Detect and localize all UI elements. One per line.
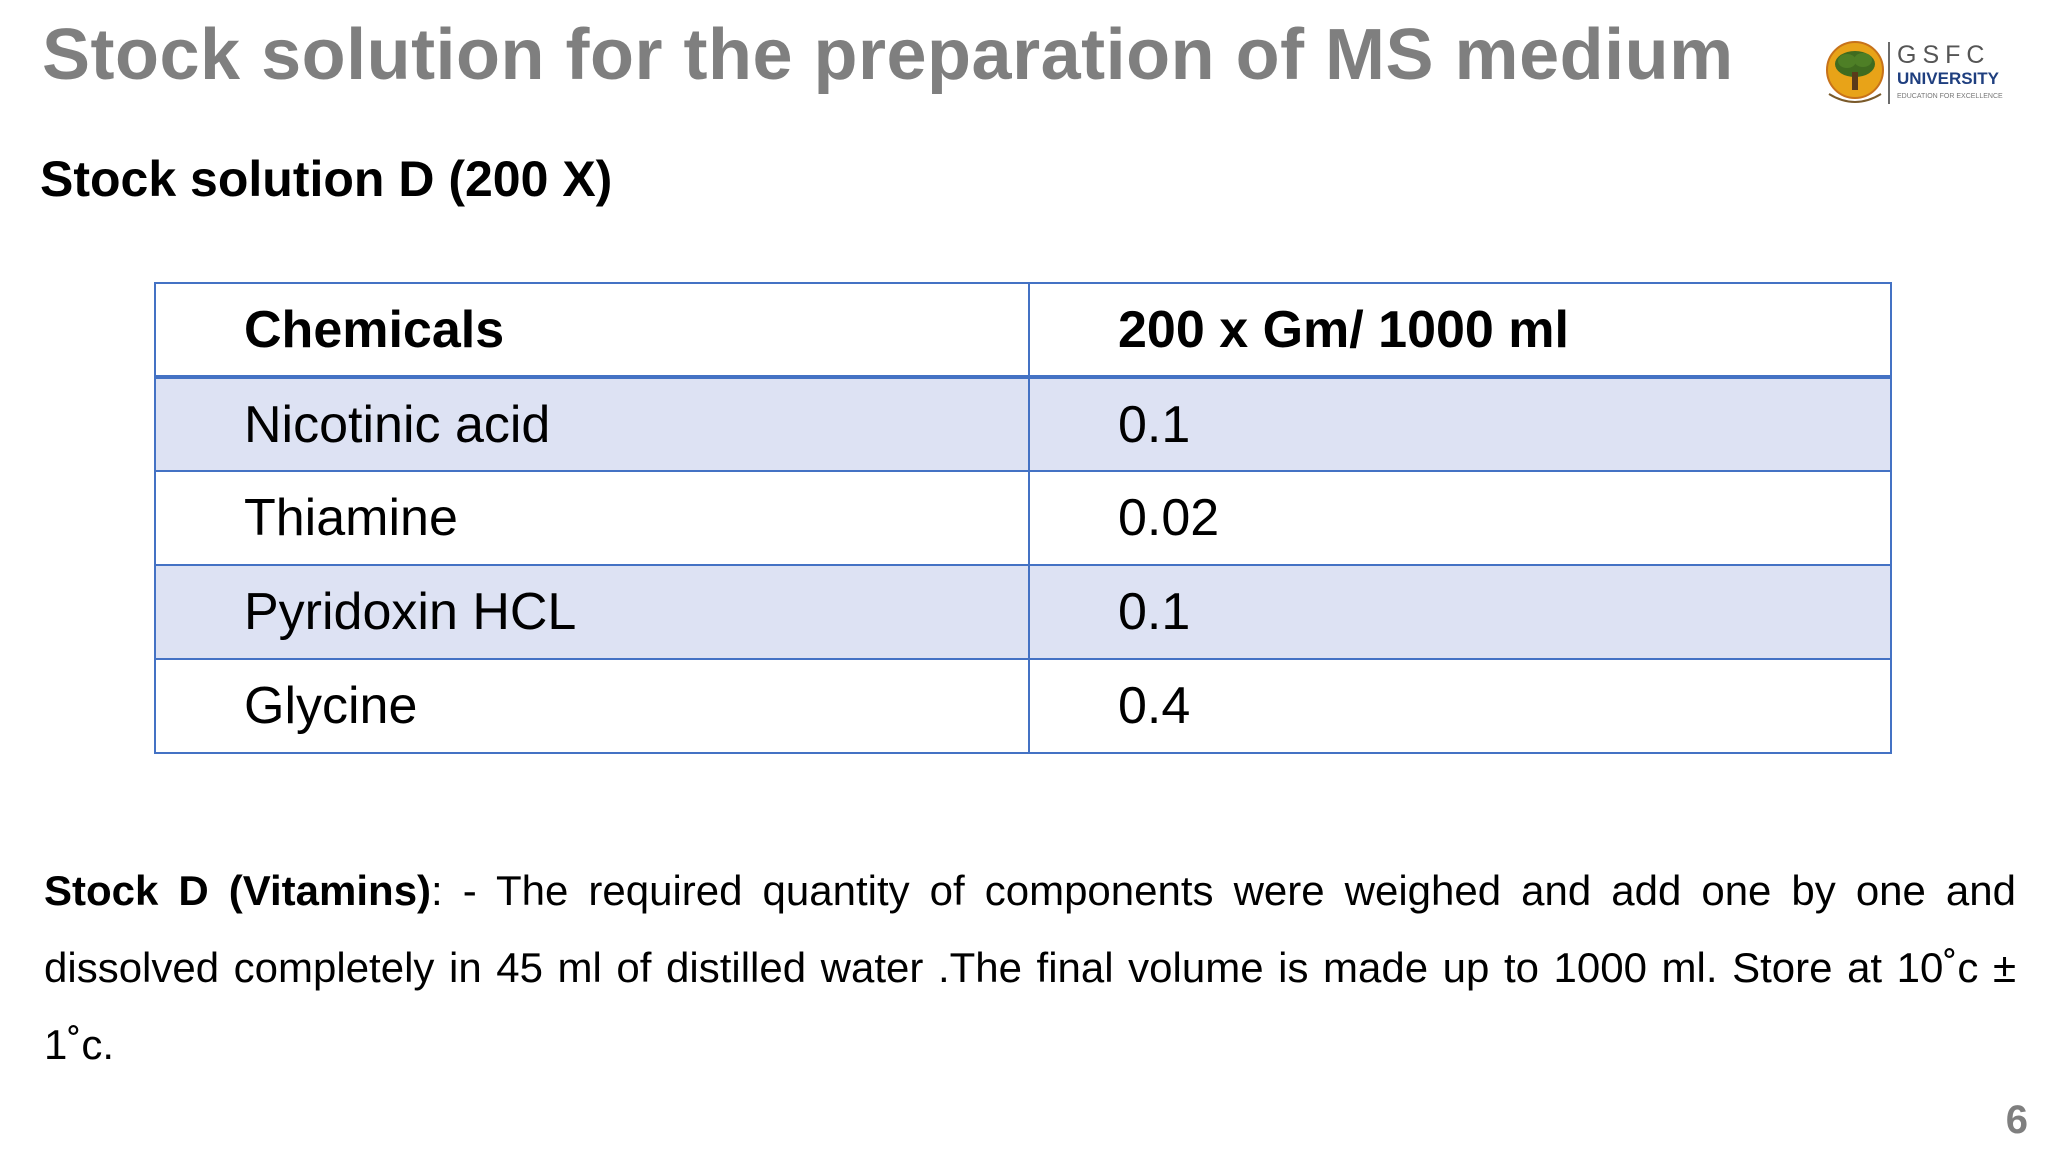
chemical-name-cell: Pyridoxin HCL — [155, 565, 1029, 659]
chemical-name-cell: Thiamine — [155, 471, 1029, 565]
quantity-cell: 0.1 — [1029, 565, 1891, 659]
chemical-name-cell: Glycine — [155, 659, 1029, 753]
table-row — [155, 377, 1891, 471]
table-header-row — [155, 283, 1891, 377]
quantity-cell: 0.1 — [1029, 377, 1891, 471]
quantity-cell: 0.4 — [1029, 659, 1891, 753]
stock-solution-heading: Stock solution D (200 X) — [40, 151, 613, 207]
page-number: 6 — [2005, 1098, 2028, 1142]
column-header-quantity: 200 x Gm/ 1000 ml — [1029, 283, 1891, 377]
preparation-note — [44, 852, 2016, 1083]
table-row — [155, 471, 1891, 565]
chemicals-table — [154, 282, 1892, 754]
table-row — [155, 659, 1891, 753]
note-text: : - The required quantity of components were weighed and add one by one and dissolved completely in 45 ml of distilled water .The final volume is made up to 1000 ml. Store at 10˚c ± 1˚c. — [44, 867, 2017, 1068]
chemical-name-cell: Nicotinic acid — [155, 377, 1029, 471]
column-header-chemicals: Chemicals — [155, 283, 1029, 377]
quantity-cell: 0.02 — [1029, 471, 1891, 565]
svg-text:EDUCATION FOR EXCELLENCE: EDUCATION FOR EXCELLENCE — [1897, 93, 2003, 100]
note-label: Stock D (Vitamins) — [44, 867, 432, 914]
table-row — [155, 565, 1891, 659]
svg-text:GSFC: GSFC — [1897, 41, 1991, 69]
slide-title: Stock solution for the preparation of MS medium — [42, 15, 1734, 95]
gsfc-university-logo — [1825, 34, 2015, 116]
svg-text:UNIVERSITY: UNIVERSITY — [1897, 69, 2000, 88]
